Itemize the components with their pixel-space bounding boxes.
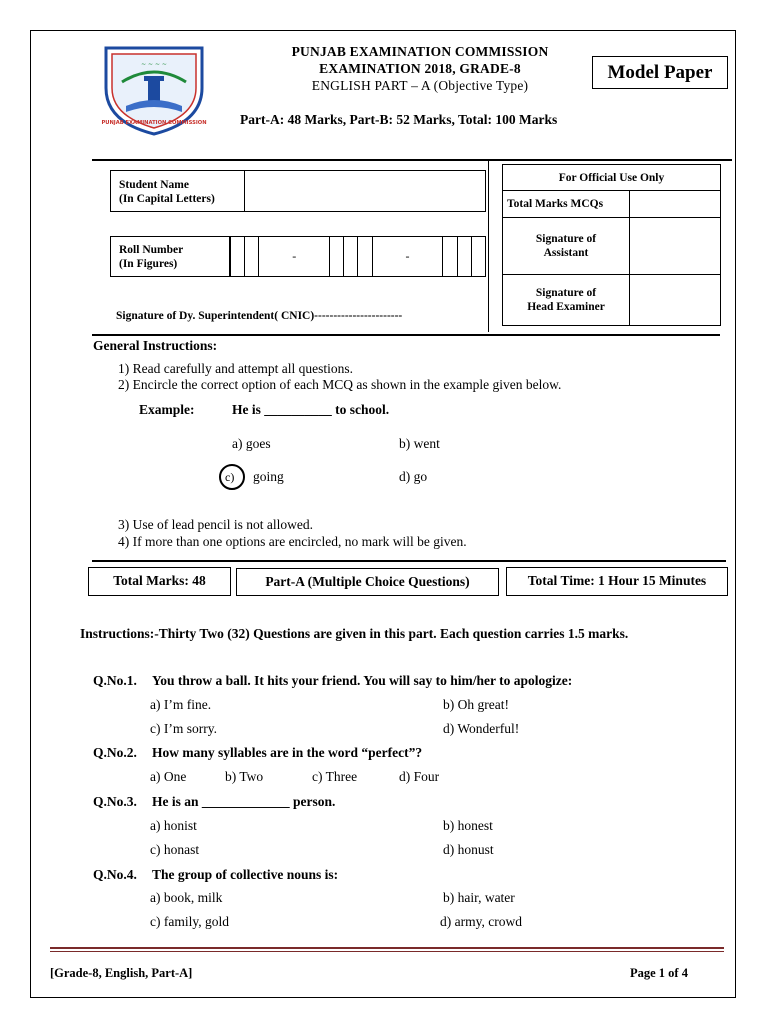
- footer-rule-thin: [50, 951, 724, 952]
- option-b[interactable]: b) honest: [443, 818, 493, 833]
- roll-cell[interactable]: -: [259, 237, 330, 277]
- official-use-title: For Official Use Only: [503, 165, 721, 191]
- footer-left: [Grade-8, English, Part-A]: [50, 966, 193, 980]
- instruction-item: 4) If more than one options are encircled, no mark will be given.: [118, 534, 467, 549]
- superintendent-signature: Signature of Dy. Superintendent( CNIC)-----------------------: [116, 310, 403, 322]
- student-name-field[interactable]: [245, 171, 485, 211]
- example-option-d: d) go: [399, 469, 428, 484]
- total-time-box: Total Time: 1 Hour 15 Minutes: [506, 567, 728, 596]
- vertical-divider: [488, 160, 489, 332]
- total-marks-box: Total Marks: 48: [88, 567, 231, 596]
- example-option-a: a) goes: [232, 436, 271, 451]
- header-subject: ENGLISH PART – A (Objective Type): [311, 78, 529, 93]
- assistant-signature-label: Signature of Assistant: [503, 218, 630, 275]
- roll-cell[interactable]: [457, 237, 471, 277]
- header-org: PUNJAB EXAMINATION COMMISSION: [291, 44, 549, 59]
- instruction-item: 1) Read carefully and attempt all questions.: [118, 361, 354, 376]
- head-examiner-signature-field[interactable]: [630, 275, 721, 326]
- option-b[interactable]: b) Oh great!: [443, 697, 509, 712]
- roll-cell[interactable]: [330, 237, 344, 277]
- student-name-box: [110, 170, 486, 212]
- roll-cell[interactable]: [344, 237, 358, 277]
- roll-cell[interactable]: [471, 237, 485, 277]
- option-b[interactable]: b) hair, water: [443, 890, 515, 905]
- roll-cell[interactable]: [443, 237, 457, 277]
- option-d[interactable]: d) honust: [443, 842, 494, 857]
- instruction-item: 3) Use of lead pencil is not allowed.: [118, 517, 313, 532]
- roll-cell[interactable]: [231, 237, 245, 277]
- part-a-box: Part-A (Multiple Choice Questions): [236, 568, 499, 596]
- example-option-c: going: [253, 469, 284, 484]
- question-text: You throw a ball. It hits your friend. You will say to him/her to apologize:: [152, 673, 573, 688]
- head-examiner-signature-label: Signature of Head Examiner: [503, 275, 630, 326]
- question-text: He is an _____________ person.: [152, 794, 336, 809]
- example-sentence: He is __________ to school.: [232, 402, 390, 417]
- question-number: Q.No.4.: [93, 867, 137, 882]
- section-rule: [92, 560, 726, 562]
- instructions-rule: [92, 334, 720, 336]
- footer-rule: [50, 947, 724, 949]
- option-d[interactable]: d) Four: [399, 769, 440, 784]
- footer-page-number: Page 1 of 4: [630, 966, 688, 980]
- total-marks-mcqs-label: Total Marks MCQs: [503, 191, 630, 218]
- option-c[interactable]: c) honast: [150, 842, 200, 857]
- model-paper-box: Model Paper: [592, 56, 728, 89]
- assistant-signature-field[interactable]: [630, 218, 721, 275]
- example-option-c-letter: c): [225, 470, 235, 484]
- instruction-item: 2) Encircle the correct option of each MCQ as shown in the example given below.: [118, 377, 562, 392]
- roll-number-label-box: [110, 236, 230, 277]
- option-d[interactable]: d) army, crowd: [440, 914, 522, 929]
- roll-number-grid: [230, 236, 486, 277]
- marks-line: Part-A: 48 Marks, Part-B: 52 Marks, Total: 100 Marks: [240, 112, 558, 127]
- part-instructions: Instructions:-Thirty Two (32) Questions are given in this part. Each question carries 1.5 marks.: [80, 626, 629, 641]
- commission-logo: [98, 42, 210, 138]
- question-number: Q.No.1.: [93, 673, 137, 688]
- question-number: Q.No.2.: [93, 745, 137, 760]
- header-rule: [92, 159, 732, 161]
- roll-cell[interactable]: [245, 237, 259, 277]
- roll-number-label: Roll Number: [119, 244, 184, 256]
- logo-caption: PUNJAB EXAMINATION COMMISSION: [101, 120, 207, 126]
- svg-text:~ ~ ~ ~: ~ ~ ~ ~: [141, 61, 167, 68]
- total-marks-mcqs-field[interactable]: [630, 191, 721, 218]
- student-name-label: Student Name: [119, 179, 189, 191]
- header-exam: EXAMINATION 2018, GRADE-8: [319, 61, 521, 76]
- option-a[interactable]: a) honist: [150, 818, 197, 833]
- question-text: The group of collective nouns is:: [152, 867, 339, 882]
- official-use-table: [502, 164, 721, 326]
- example-label: Example:: [139, 402, 195, 417]
- roll-number-sublabel: (In Figures): [119, 258, 178, 270]
- example-option-b: b) went: [399, 436, 440, 451]
- option-c[interactable]: c) I’m sorry.: [150, 721, 217, 736]
- option-a[interactable]: a) book, milk: [150, 890, 223, 905]
- option-c[interactable]: c) family, gold: [150, 914, 229, 929]
- student-name-sublabel: (In Capital Letters): [119, 193, 215, 205]
- roll-cell[interactable]: -: [372, 237, 443, 277]
- general-instructions-title: General Instructions:: [93, 338, 218, 353]
- roll-cell[interactable]: [358, 237, 372, 277]
- question-text: How many syllables are in the word “perfect”?: [152, 745, 423, 760]
- option-a[interactable]: a) I’m fine.: [150, 697, 212, 712]
- option-c[interactable]: c) Three: [312, 769, 358, 784]
- option-d[interactable]: d) Wonderful!: [443, 721, 520, 736]
- option-a[interactable]: a) One: [150, 769, 187, 784]
- question-number: Q.No.3.: [93, 794, 137, 809]
- option-b[interactable]: b) Two: [225, 769, 264, 784]
